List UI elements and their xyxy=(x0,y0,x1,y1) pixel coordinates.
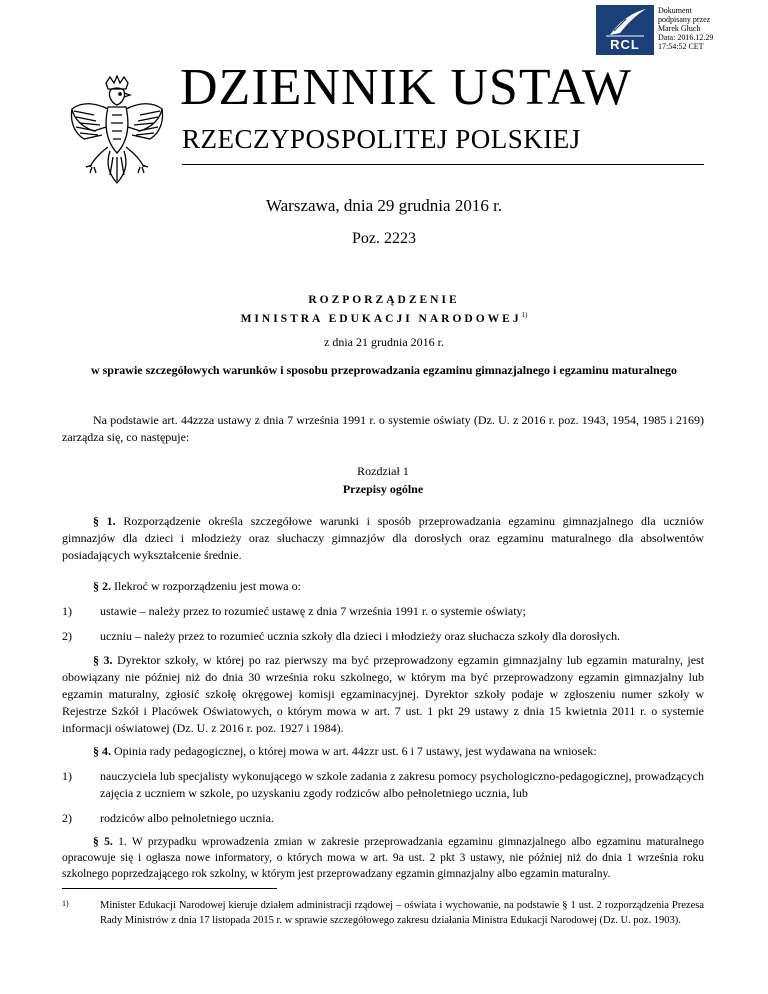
paragraph-1 xyxy=(62,513,704,564)
paragraph-2 xyxy=(62,578,704,595)
paragraph-text: Rozporządzenie określa szczegółowe warunki i sposób przeprowadzania egzaminu gimnazjalnego dla uczniów gimnazjów dla dzieci i młodzieży oraz słuchaczy gimnazjów dla dorosłych oraz egzaminu maturalnego dla absolwentów posiadających wykształcenie średnie. xyxy=(62,514,704,562)
rcl-signature-logo xyxy=(596,5,654,55)
polish-eagle-emblem-icon xyxy=(66,75,168,190)
act-issuer-text: MINISTRA EDUKACJI NARODOWEJ xyxy=(240,312,522,325)
list-item-number: 1) xyxy=(62,769,72,783)
footnote-divider xyxy=(62,888,277,889)
footnote-reference: 1) xyxy=(521,311,528,319)
signature-line: 17:54:52 CET xyxy=(658,42,704,51)
act-subject: w sprawie szczegółowych warunków i sposobu przeprowadzania egzaminu gimnazjalnego i egzaminu maturalnego xyxy=(90,363,678,377)
header-divider xyxy=(182,164,704,165)
paragraph-label: § 2. xyxy=(93,579,111,593)
paragraph-5 xyxy=(62,834,704,882)
act-issuer xyxy=(0,311,768,325)
paragraph-text: Opinia rady pedagogicznej, o której mowa w art. 44zzr ust. 6 i 7 ustawy, jest wydawana na wniosek: xyxy=(114,744,597,758)
act-date: z dnia 21 grudnia 2016 r. xyxy=(324,335,444,349)
journal-subtitle: RZECZYPOSPOLITEJ POLSKIEJ xyxy=(182,124,581,154)
paragraph-text: Ilekroć w rozporządzeniu jest mowa o: xyxy=(114,579,301,593)
signature-line: podpisany przez xyxy=(658,15,711,24)
footnote-mark: 1) xyxy=(62,899,69,908)
paragraph-label: § 4. xyxy=(93,744,111,758)
chapter-title: Przepisy ogólne xyxy=(342,482,424,496)
journal-title: DZIENNIK USTAW xyxy=(180,59,632,116)
paragraph-3 xyxy=(62,652,704,737)
list-item-text: rodziców albo pełnoletniego ucznia. xyxy=(100,811,274,825)
paragraph-4 xyxy=(62,743,704,760)
paragraph-label: § 1. xyxy=(93,514,116,528)
list-item-text: ustawie – należy przez to rozumieć ustawę z dnia 7 września 1991 r. o systemie oświaty; xyxy=(100,604,526,618)
signature-line: Dokument xyxy=(658,6,692,15)
preamble: Na podstawie art. 44zzza ustawy z dnia 7 września 1991 r. o systemie oświaty (Dz. U. z 2016 r. poz. 1943, 1954, 1985 i 2169) zarządza się, co następuje: xyxy=(62,413,704,444)
quill-icon xyxy=(596,5,654,39)
signature-line: Data: 2016.12.29 xyxy=(658,33,714,42)
chapter-number: Rozdział 1 xyxy=(357,464,409,478)
act-type: ROZPORZĄDZENIE xyxy=(308,294,460,306)
paragraph-text: 1. W przypadku wprowadzenia zmian w zakresie przeprowadzania egzaminu gimnazjalnego albo egzaminu maturalnego opracowuje się i ogłasza nowe informatory, o których mowa w art. 9a ust. 2 pkt 3 ustawy, nie później niż do dnia 1 września roku szkolnego poprzedzającego rok szkolny, w którym jest przeprowadzany egzamin gimnazjalny albo egzamin maturalny. xyxy=(62,836,705,880)
position-number: Poz. 2223 xyxy=(352,230,416,247)
list-item-number: 1) xyxy=(62,604,72,618)
rcl-logo-text: RCL xyxy=(610,37,640,52)
footnote-text: Minister Edukacji Narodowej kieruje działem administracji rządowej – oświata i wychowanie, na podstawie § 1 ust. 2 rozporządzenia Prezesa Rady Ministrów z dnia 17 listopada 2015 r. w sprawie szczegółowego zakresu działania Ministra Edukacji Narodowej (Dz. U. poz. 1903). xyxy=(100,900,704,926)
signature-line: Marek Głuch xyxy=(658,24,701,33)
publication-date: Warszawa, dnia 29 grudnia 2016 r. xyxy=(265,196,503,215)
list-item-text: nauczyciela lub specjalisty wykonującego w szkole zadania z zakresu pomocy psychologiczno-pedagogicznej, prowadzących zajęcia z uczniem w szkole, po uzyskaniu zgody rodziców albo pełnoletniego ucznia, lub xyxy=(100,769,704,800)
list-item-number: 2) xyxy=(62,811,72,825)
signature-info xyxy=(658,6,713,51)
paragraph-label: § 5. xyxy=(93,836,113,848)
paragraph-label: § 3. xyxy=(93,653,113,667)
list-item-text: uczniu – należy przez to rozumieć ucznia szkoły dla dzieci i młodzieży oraz słuchacza szkoły dla dorosłych. xyxy=(100,629,621,643)
list-item-number: 2) xyxy=(62,629,72,643)
paragraph-text: Dyrektor szkoły, w której po raz pierwszy ma być przeprowadzony egzamin gimnazjalny lub egzamin maturalny, jest obowiązany nie później niż do dnia 30 września roku szkolnego, w którym ma być przeprowadzony egzamin gimnazjalny lub egzamin maturalny, zgłosić szkołę okręgowej komisji egzaminacyjnej. Dyrektor szkoły podaje w zgłoszeniu numer szkoły w Rejestrze Szkół i Placówek Oświatowych, o którym mowa w art. 7 ust. 1 pkt 29 ustawy z dnia 15 kwietnia 2011 r. o systemie informacji oświatowej (Dz. U. z 2016 r. poz. 1927 i 1984). xyxy=(62,653,705,735)
